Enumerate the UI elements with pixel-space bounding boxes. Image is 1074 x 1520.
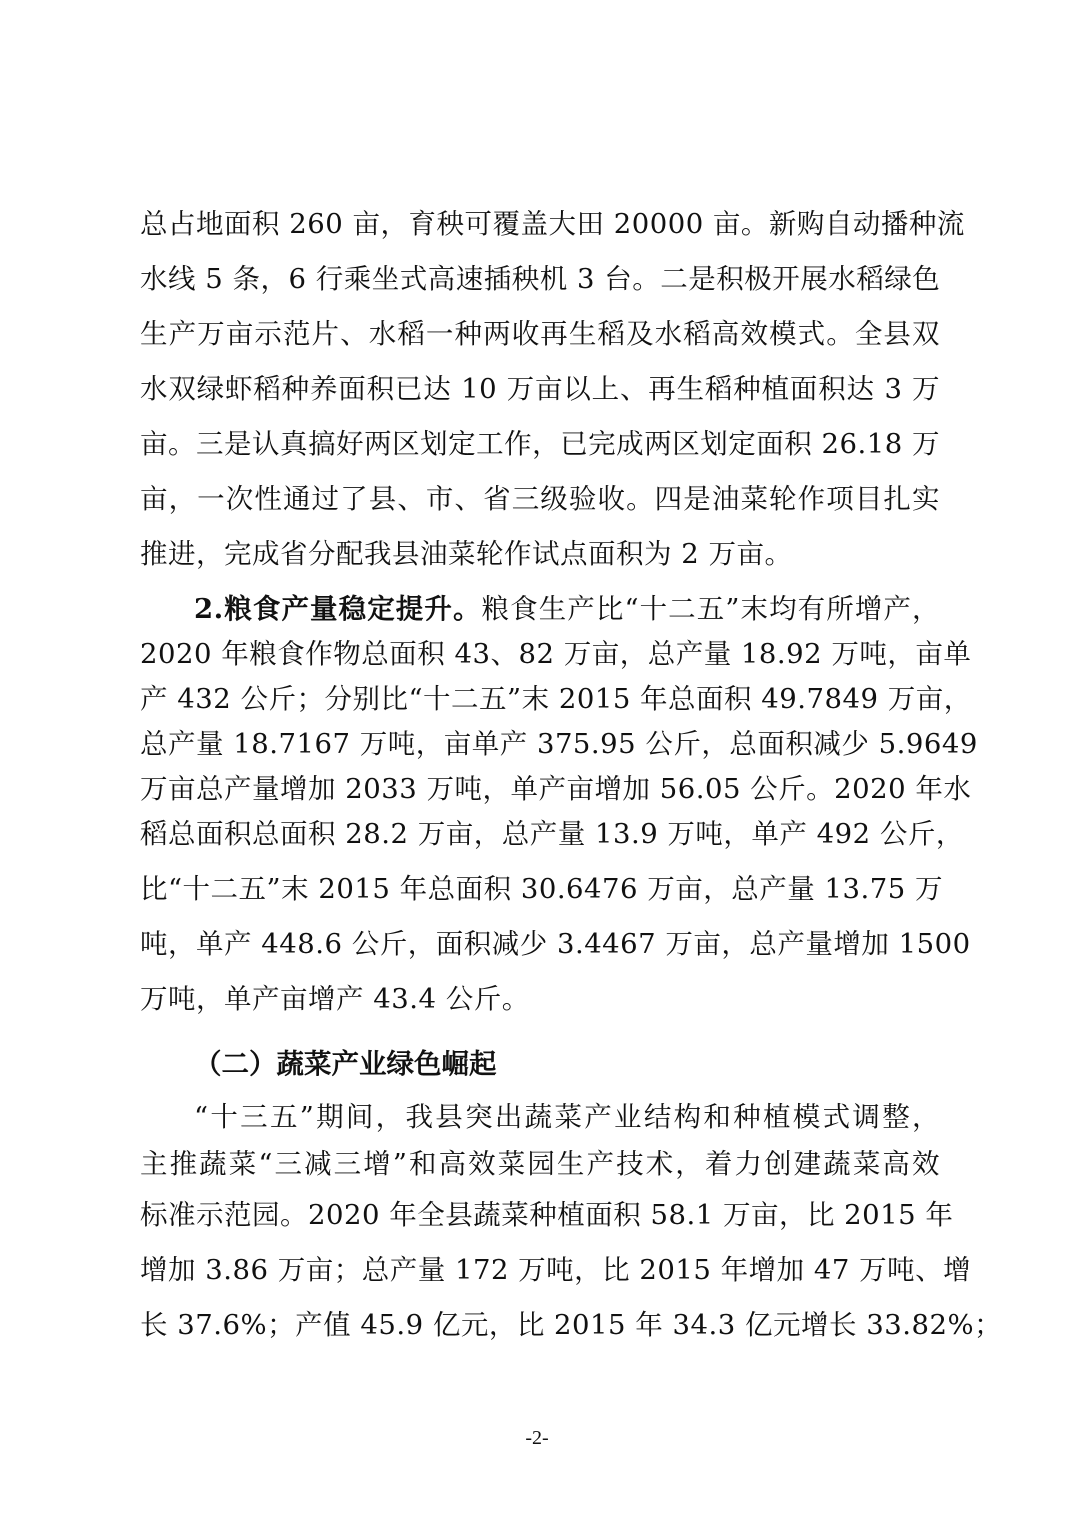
paragraph-line: 增加 3.86 万亩；总产量 172 万吨，比 2015 年增加 47 万吨、增 xyxy=(140,1254,972,1286)
paragraph-line: 稻总面积总面积 28.2 万亩，总产量 13.9 万吨，单产 492 公斤， xyxy=(140,818,964,850)
paragraph-line: 生产万亩示范片、水稻一种两收再生稻及水稻高效模式。全县双 xyxy=(140,318,940,350)
paragraph-line: 推进，完成省分配我县油菜轮作试点面积为 2 万亩。 xyxy=(140,538,793,570)
paragraph-line: 总产量 18.7167 万吨，亩单产 375.95 公斤，总面积减少 5.9649 xyxy=(140,728,978,760)
paragraph-text: 粮食生产比“十二五”末均有所增产， xyxy=(481,593,940,625)
paragraph-line: 吨，单产 448.6 公斤，面积减少 3.4467 万亩，总产量增加 1500 xyxy=(140,928,971,960)
paragraph-line: 产 432 公斤；分别比“十二五”末 2015 年总面积 49.7849 万亩， xyxy=(140,683,972,715)
paragraph-first-line xyxy=(194,589,940,629)
page-number: -2- xyxy=(525,1427,549,1449)
paragraph-line: 比“十二五”末 2015 年总面积 30.6476 万亩，总产量 13.75 万 xyxy=(140,873,943,905)
paragraph-line: 主推蔬菜“三减三增”和高效菜园生产技术，着力创建蔬菜高效 xyxy=(140,1148,940,1180)
paragraph-line: 长 37.6%；产值 45.9 亿元，比 2015 年 34.3 亿元增长 33.82%； xyxy=(140,1309,1003,1341)
paragraph-line: 万亩总产量增加 2033 万吨，单产亩增加 56.05 公斤。2020 年水 xyxy=(140,773,972,805)
subsection-title: 2.粮食产量稳定提升。 xyxy=(194,593,482,625)
paragraph-line: 万吨，单产亩增产 43.4 公斤。 xyxy=(140,983,530,1015)
paragraph-line: 总占地面积 260 亩，育秧可覆盖大田 20000 亩。新购自动播种流 xyxy=(140,208,965,240)
paragraph-line: 亩，一次性通过了县、市、省三级验收。四是油菜轮作项目扎实 xyxy=(140,483,940,515)
section-heading: （二）蔬菜产业绿色崛起 xyxy=(194,1048,497,1080)
paragraph-line: 水线 5 条，6 行乘坐式高速插秧机 3 台。二是积极开展水稻绿色 xyxy=(140,263,941,295)
paragraph-line: 2020 年粮食作物总面积 43、82 万亩，总产量 18.92 万吨，亩单 xyxy=(140,638,972,670)
paragraph-line: 亩。三是认真搞好两区划定工作，已完成两区划定面积 26.18 万 xyxy=(140,428,940,460)
paragraph-line: 标准示范园。2020 年全县蔬菜种植面积 58.1 万亩，比 2015 年 xyxy=(140,1199,954,1231)
paragraph-first-line: “十三五”期间，我县突出蔬菜产业结构和种植模式调整， xyxy=(194,1101,940,1133)
paragraph-line: 水双绿虾稻种养面积已达 10 万亩以上、再生稻种植面积达 3 万 xyxy=(140,373,940,405)
